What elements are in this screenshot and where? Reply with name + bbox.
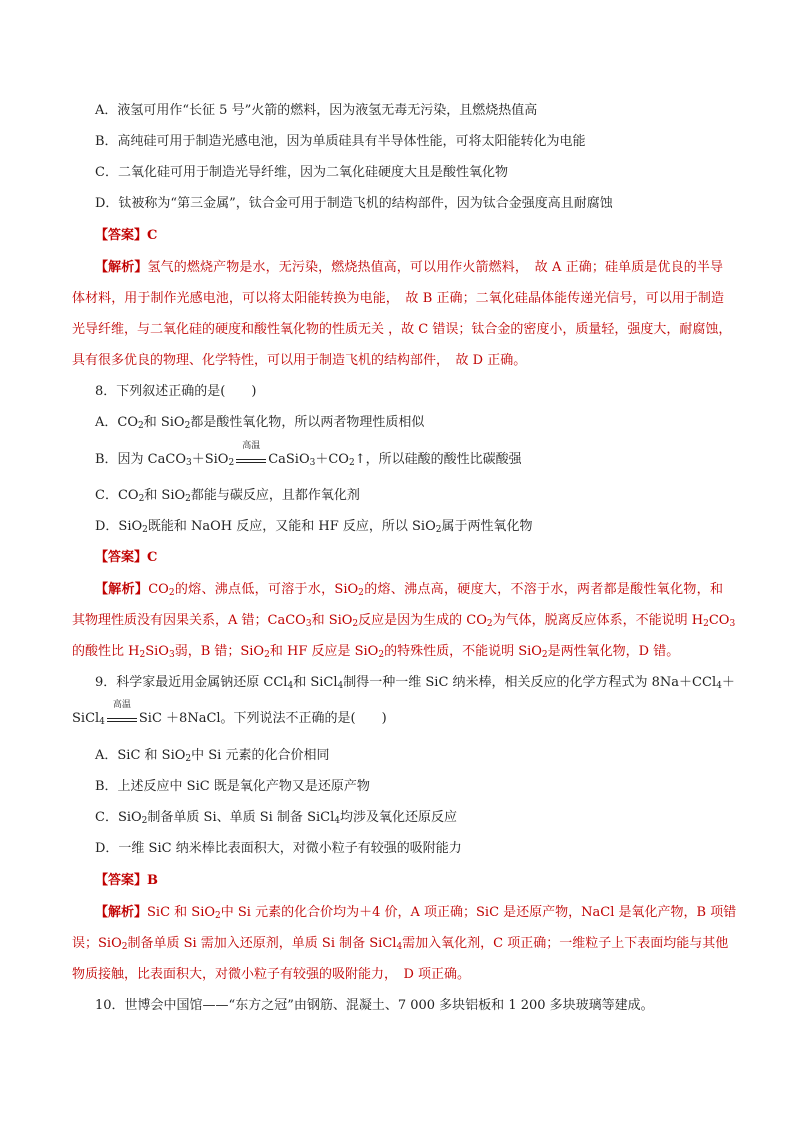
- q8-option-d: [95, 517, 533, 540]
- subscript: 4: [334, 816, 340, 826]
- equals-sign: [236, 459, 266, 463]
- text: 和 SiO: [311, 613, 353, 628]
- subscript: 2: [486, 619, 493, 629]
- analysis-text: 氢气的燃烧产物是水，无污染，燃烧热值高，可以用作火箭燃料， 故 A 正确；硅单质是优良的半导: [147, 260, 723, 275]
- text: CO: [708, 613, 730, 628]
- q7-analysis-line-4: 具有很多优良的物理、化学特性，可以用于制造飞机的结构部件， 故 D 正确。: [72, 353, 527, 368]
- q9-option-d: D．一维 SiC 纳米棒比表面积大，对微小粒子有较强的吸附能力: [95, 841, 462, 856]
- subscript: 2: [228, 458, 235, 468]
- analysis-tag: 【解析】: [95, 260, 148, 275]
- text: 为气体，脱离反应体系，不能说明 H: [492, 613, 704, 628]
- text: 中 Si 元素的化合价相同: [191, 748, 330, 763]
- text: 属于两性氧化物: [441, 519, 533, 534]
- text: SiO: [145, 644, 169, 659]
- reaction-condition: [107, 700, 137, 722]
- subscript: 2: [378, 650, 385, 660]
- text: 需加入氧化剂，C 项正确；一维粒子上下表面均能与其他: [402, 936, 729, 951]
- text: 9．科学家最近用金属钠还原 CCl: [95, 675, 288, 690]
- q9-stem-line-1: [95, 673, 735, 696]
- subscript: 3: [305, 619, 312, 629]
- q7-option-c: C．二氧化硅可用于制造光导纤维，因为二氧化硅硬度大且是酸性氧化物: [95, 165, 508, 180]
- text: 弱，B 错；SiO: [174, 644, 265, 659]
- q8-analysis-line-3: [72, 642, 679, 665]
- text: 和 SiO: [143, 415, 185, 430]
- text: D．SiO: [95, 519, 143, 534]
- subscript: 4: [337, 681, 344, 691]
- text: 制得一种一维 SiC 纳米棒，相关反应的化学方程式为 8Na＋CCl: [343, 675, 717, 690]
- text: 误；SiO: [72, 936, 122, 951]
- subscript: 2: [142, 525, 148, 535]
- text: ＋SiO: [191, 452, 229, 467]
- subscript: 3: [309, 458, 316, 468]
- q8-option-a: [95, 413, 424, 436]
- q10-stem: 10．世博会中国馆——“东方之冠”由钢筋、混凝土、7 000 多块铝板和 1 200 多块玻璃等建成。: [95, 998, 654, 1013]
- text: ＋: [721, 675, 735, 690]
- text: 和 SiO: [144, 488, 186, 503]
- text: A．SiC 和 SiO: [95, 748, 186, 763]
- text: CaSiO: [268, 452, 310, 467]
- text: ＋CO: [315, 452, 349, 467]
- text: B．因为 CaCO: [95, 452, 186, 467]
- subscript: 2: [139, 650, 146, 660]
- q8-answer: 【答案】C: [95, 550, 158, 565]
- text: SiCl: [72, 711, 100, 726]
- reaction-condition: [236, 441, 266, 463]
- text: 均涉及氧化还原反应: [339, 810, 457, 825]
- text: SiC ＋8NaCl。下列说法不正确的是( ): [138, 711, 387, 726]
- subscript: 2: [352, 619, 359, 629]
- subscript: 4: [287, 681, 294, 691]
- subscript: 2: [168, 588, 175, 598]
- text: ↑，所以硅酸的酸性比碳酸强: [354, 452, 522, 467]
- subscript: 4: [99, 717, 105, 727]
- q9-option-c: [95, 808, 457, 831]
- text: 制备单质 Si 需加入还原剂，单质 Si 制备 SiCl: [127, 936, 397, 951]
- text: 其物理性质没有因果关系，A 错；CaCO: [72, 613, 306, 628]
- subscript: 4: [396, 942, 403, 952]
- subscript: 2: [215, 911, 221, 921]
- subscript: 3: [729, 619, 736, 629]
- q7-analysis-line-2: 体材料，用于制作光感电池，可以将太阳能转换为电能， 故 B 正确；二氧化硅晶体能传递光信号，可以用于制造: [72, 291, 724, 306]
- q7-analysis-line-1: [95, 258, 723, 278]
- subscript: 2: [138, 494, 145, 504]
- text: 和 HF 反应是 SiO: [269, 644, 379, 659]
- subscript: 2: [264, 650, 270, 660]
- q9-analysis-line-3: 物质接触，比表面积大，对微小粒子有较强的吸附能力， D 项正确。: [72, 967, 471, 982]
- subscript: 2: [348, 458, 355, 468]
- condition-label: 高温: [242, 441, 261, 451]
- subscript: 2: [185, 494, 191, 504]
- q8-analysis-line-1: [95, 580, 723, 603]
- q9-option-a: [95, 746, 329, 769]
- text: SiC 和 SiO: [147, 905, 216, 920]
- q9-option-b: B．上述反应中 SiC 既是氧化产物又是还原产物: [95, 779, 370, 794]
- text: 的熔、沸点低，可溶于水，SiO: [174, 582, 359, 597]
- q8-analysis-line-2: [72, 611, 736, 634]
- condition-label: 高温: [112, 700, 131, 710]
- text: 制备单质 Si、单质 Si 制备 SiCl: [147, 810, 335, 825]
- q8-option-b: [95, 441, 522, 473]
- subscript: 2: [541, 650, 548, 660]
- text: C．SiO: [95, 810, 142, 825]
- subscript: 2: [184, 421, 191, 431]
- equals-sign: [107, 718, 137, 722]
- analysis-tag: 【解析】: [95, 582, 149, 597]
- subscript: 2: [141, 816, 148, 826]
- q9-stem-line-2: [72, 700, 387, 732]
- text: 的特殊性质，不能说明 SiO: [384, 644, 542, 659]
- analysis-tag: 【解析】: [95, 905, 148, 920]
- text: 都能与碳反应，且都作氧化剂: [190, 488, 360, 503]
- q8-stem: 8．下列叙述正确的是( ): [95, 384, 257, 399]
- subscript: 2: [138, 421, 144, 431]
- text: 都是酸性氧化物，所以两者物理性质相似: [190, 415, 425, 430]
- subscript: 3: [168, 650, 175, 660]
- subscript: 2: [435, 525, 442, 535]
- q7-option-a: A．液氢可用作“长征 5 号”火箭的燃料，因为液氢无毒无污染，且燃烧热值高: [95, 103, 538, 118]
- text: 是两性氧化物，D 错。: [547, 644, 680, 659]
- subscript: 2: [703, 619, 709, 629]
- q9-analysis-line-1: [95, 903, 737, 926]
- subscript: 2: [358, 588, 364, 598]
- q9-analysis-line-2: [72, 934, 729, 957]
- subscript: 4: [716, 681, 722, 691]
- text: 既能和 NaOH 反应，又能和 HF 反应，所以 SiO: [147, 519, 436, 534]
- q7-option-d: D．钛被称为“第三金属”，钛合金可用于制造飞机的结构部件，因为钛合金强度高且耐腐蚀: [95, 196, 613, 211]
- text: 中 Si 元素的化合价均为＋4 价，A 项正确；SiC 是还原产物，NaCl 是氧化产物，B 项错: [220, 905, 737, 920]
- q7-option-b: B．高纯硅可用于制造光感电池，因为单质硅具有半导体性能，可将太阳能转化为电能: [95, 134, 586, 149]
- text: 和 SiCl: [293, 675, 338, 690]
- text: 的酸性比 H: [72, 644, 140, 659]
- subscript: 2: [121, 942, 128, 952]
- subscript: 3: [186, 458, 192, 468]
- text: CO: [148, 582, 169, 597]
- q9-answer: 【答案】B: [95, 873, 158, 888]
- text: C．CO: [95, 488, 139, 503]
- subscript: 2: [185, 754, 192, 764]
- q8-option-c: [95, 486, 360, 509]
- q7-answer: 【答案】C: [95, 228, 158, 243]
- text: 的熔、沸点高，硬度大，不溶于水，两者都是酸性氧化物，和: [363, 582, 723, 597]
- text: A．CO: [95, 415, 138, 430]
- q7-analysis-line-3: 光导纤维，与二氧化硅的硬度和酸性氧化物的性质无关 ，故 C 错误；钛合金的密度小，质量轻，强度大，耐腐蚀，: [72, 322, 732, 337]
- text: 反应是因为生成的 CO: [358, 613, 487, 628]
